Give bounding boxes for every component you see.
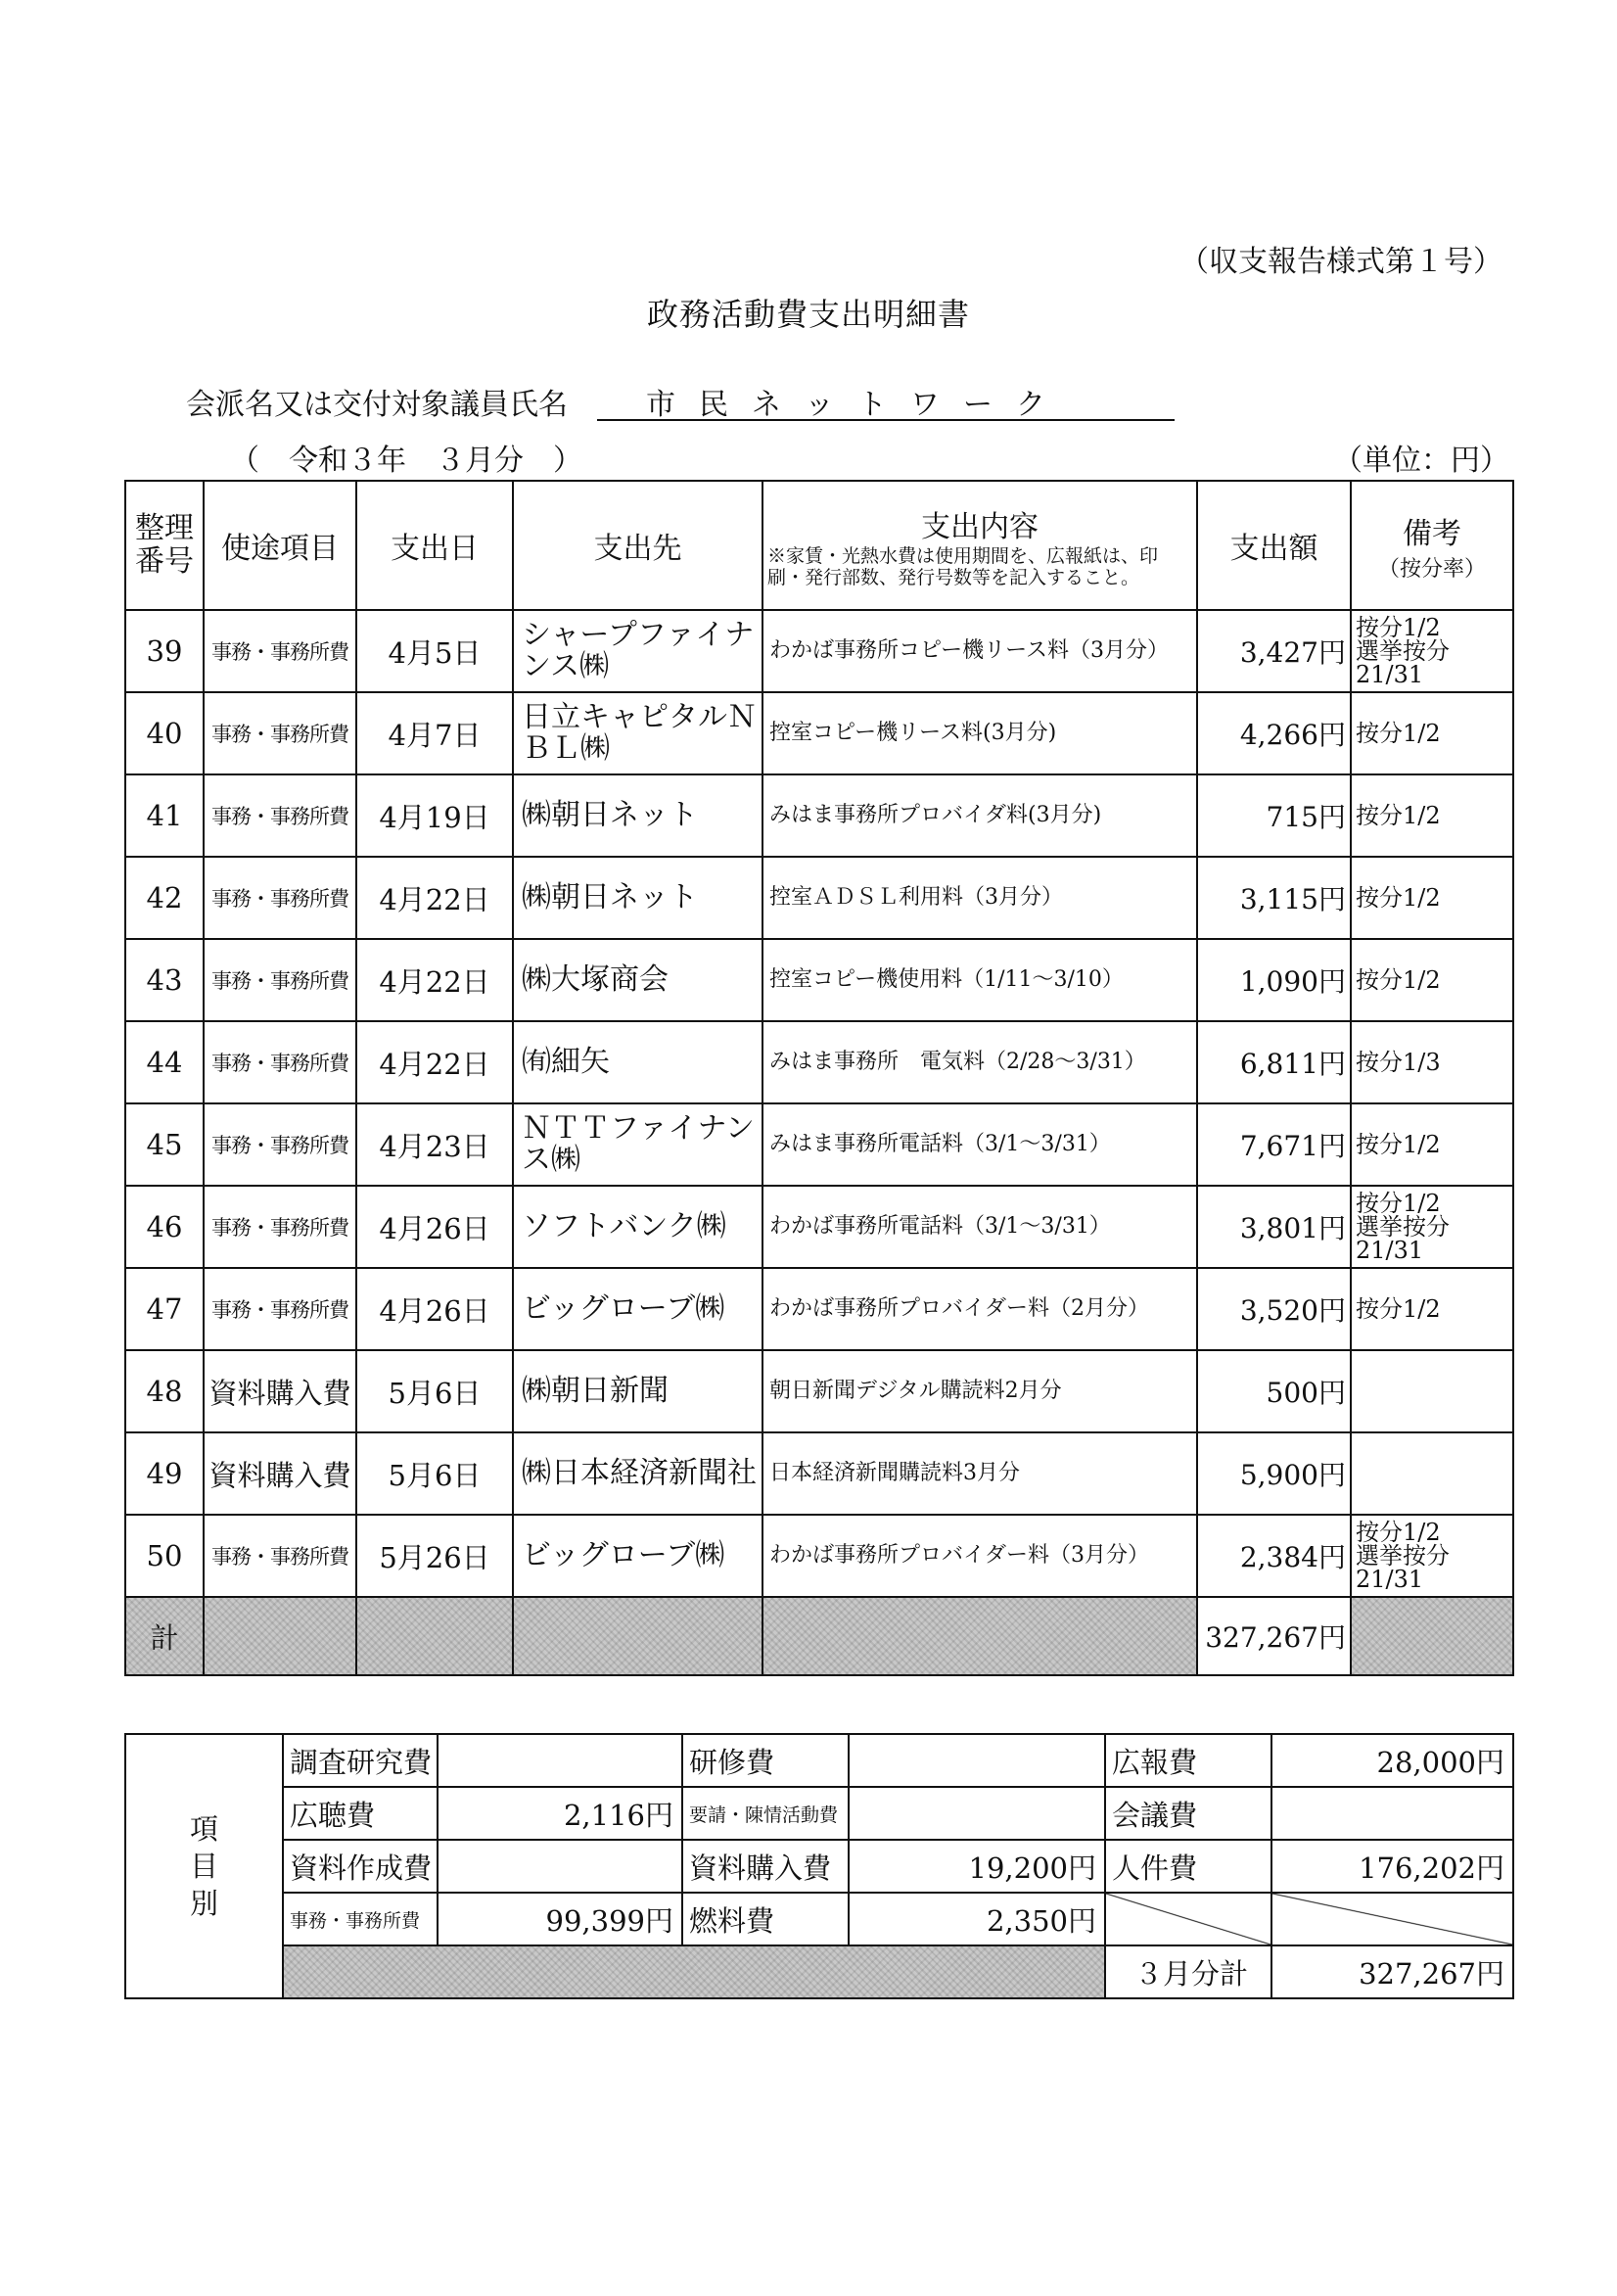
header-payee: 支出先: [513, 481, 762, 610]
row-payee: 日立キャピタルＮＢＬ㈱: [513, 692, 762, 774]
row-payee: ビッグローブ㈱: [513, 1268, 762, 1350]
expense-table: [124, 480, 1514, 1676]
summary-section-label: 項目別: [125, 1734, 283, 1998]
row-number: 45: [125, 1103, 204, 1186]
office-value: 99,399円: [438, 1893, 682, 1945]
hearing-value: 2,116円: [438, 1787, 682, 1840]
petition-label: 要請・陳情活動費: [682, 1787, 849, 1840]
header-date: 支出日: [356, 481, 513, 610]
row-date: 5月6日: [356, 1350, 513, 1432]
table-row: [125, 1432, 1513, 1515]
total-amount: 327,267円: [1197, 1597, 1351, 1675]
row-content: わかば事務所電話料（3/1～3/31）: [762, 1186, 1197, 1268]
row-number: 46: [125, 1186, 204, 1268]
row-remarks: 按分1/2 選挙按分 21/31: [1351, 1515, 1513, 1597]
header-remarks-title: 備考: [1403, 516, 1461, 551]
month-total-value: 327,267円: [1271, 1945, 1513, 1998]
row-remarks: 按分1/2: [1351, 692, 1513, 774]
table-row: [125, 1186, 1513, 1268]
row-payee: シャープファイナンス㈱: [513, 610, 762, 692]
personnel-label: 人件費: [1105, 1840, 1271, 1893]
row-number: 42: [125, 857, 204, 939]
row-date: 4月22日: [356, 857, 513, 939]
row-content: 日本経済新聞購読料3月分: [762, 1432, 1197, 1515]
row-amount: 6,811円: [1197, 1021, 1351, 1103]
petition-value: [849, 1787, 1105, 1840]
row-date: 5月26日: [356, 1515, 513, 1597]
row-date: 4月7日: [356, 692, 513, 774]
row-category: 事務・事務所費: [204, 939, 356, 1021]
row-date: 4月19日: [356, 774, 513, 857]
expense-rows: [125, 610, 1513, 1597]
row-payee: ソフトバンク㈱: [513, 1186, 762, 1268]
row-payee: ㈱日本経済新聞社: [513, 1432, 762, 1515]
total-row: [125, 1597, 1513, 1675]
row-amount: 3,427円: [1197, 610, 1351, 692]
total-blank-date: [356, 1597, 513, 1675]
row-amount: 7,671円: [1197, 1103, 1351, 1186]
row-amount: 1,090円: [1197, 939, 1351, 1021]
header-category: 使途項目: [204, 481, 356, 610]
header-content-title: 支出内容: [921, 510, 1039, 544]
row-content: みはま事務所プロバイダ料(3月分): [762, 774, 1197, 857]
total-blank-category: [204, 1597, 356, 1675]
pr-label: 広報費: [1105, 1734, 1271, 1787]
faction-row: [186, 380, 1069, 423]
table-row: [125, 1103, 1513, 1186]
row-category: 資料購入費: [204, 1432, 356, 1515]
row-remarks: 按分1/2: [1351, 1268, 1513, 1350]
row-date: 4月23日: [356, 1103, 513, 1186]
row-number: 44: [125, 1021, 204, 1103]
row-amount: 2,384円: [1197, 1515, 1351, 1597]
office-label: 事務・事務所費: [283, 1893, 438, 1945]
row-content: わかば事務所プロバイダー料（2月分）: [762, 1268, 1197, 1350]
faction-name: 市民ネットワーク: [597, 380, 1175, 421]
row-payee: ㈱朝日新聞: [513, 1350, 762, 1432]
row-payee: ㈱朝日ネット: [513, 774, 762, 857]
research-label: 調査研究費: [283, 1734, 438, 1787]
fuel-value: 2,350円: [849, 1893, 1105, 1945]
row-category: 事務・事務所費: [204, 1268, 356, 1350]
docpurchase-value: 19,200円: [849, 1840, 1105, 1893]
row-content: みはま事務所 電気料（2/28～3/31）: [762, 1021, 1197, 1103]
header-remarks: [1351, 481, 1513, 610]
form-number: （収支報告様式第１号）: [1179, 245, 1502, 279]
docpurchase-label: 資料購入費: [682, 1840, 849, 1893]
row-content: 控室コピー機使用料（1/11～3/10）: [762, 939, 1197, 1021]
row-payee: ㈱朝日ネット: [513, 857, 762, 939]
row-category: 事務・事務所費: [204, 692, 356, 774]
row-remarks: 按分1/2 選挙按分 21/31: [1351, 1186, 1513, 1268]
row-remarks: 按分1/2: [1351, 1103, 1513, 1186]
row-number: 40: [125, 692, 204, 774]
table-row: [125, 857, 1513, 939]
row-category: 事務・事務所費: [204, 857, 356, 939]
faction-label: 会派名又は交付対象議員氏名: [186, 388, 568, 422]
row-category: 事務・事務所費: [204, 774, 356, 857]
fuel-label: 燃料費: [682, 1893, 849, 1945]
header-remarks-sub: （按分率）: [1377, 556, 1486, 582]
header-content-note: ※家賃・光熱水費は使用期間を、広報紙は、印刷・発行部数、発行号数等を記入すること。: [767, 545, 1159, 588]
total-label: 計: [125, 1597, 204, 1675]
table-row: [125, 1021, 1513, 1103]
shaded-blank-area: [283, 1945, 1105, 1998]
row-payee: ＮＴＴファイナンス㈱: [513, 1103, 762, 1186]
row-payee: ㈱大塚商会: [513, 939, 762, 1021]
personnel-value: 176,202円: [1271, 1840, 1513, 1893]
table-row: [125, 1350, 1513, 1432]
row-amount: 4,266円: [1197, 692, 1351, 774]
row-remarks: 按分1/2 選挙按分 21/31: [1351, 610, 1513, 692]
row-content: みはま事務所電話料（3/1～3/31）: [762, 1103, 1197, 1186]
period: （ 令和３年 ３月分 ）: [230, 444, 582, 478]
row-amount: 3,115円: [1197, 857, 1351, 939]
row-number: 50: [125, 1515, 204, 1597]
crossed-out-cell: [1105, 1893, 1271, 1945]
header-amount: 支出額: [1197, 481, 1351, 610]
row-number: 47: [125, 1268, 204, 1350]
row-number: 41: [125, 774, 204, 857]
row-amount: 3,520円: [1197, 1268, 1351, 1350]
table-header-row: [125, 481, 1513, 610]
table-row: [125, 610, 1513, 692]
row-category: 資料購入費: [204, 1350, 356, 1432]
row-content: わかば事務所コピー機リース料（3月分）: [762, 610, 1197, 692]
row-content: 控室コピー機リース料(3月分): [762, 692, 1197, 774]
docmaking-value: [438, 1840, 682, 1893]
row-category: 事務・事務所費: [204, 1515, 356, 1597]
row-content: 朝日新聞デジタル購読料2月分: [762, 1350, 1197, 1432]
row-remarks: [1351, 1350, 1513, 1432]
header-no: 整理番号: [125, 481, 204, 610]
row-remarks: 按分1/2: [1351, 857, 1513, 939]
table-row: [125, 692, 1513, 774]
row-remarks: 按分1/2: [1351, 774, 1513, 857]
row-remarks: 按分1/2: [1351, 939, 1513, 1021]
row-content: 控室ＡＤＳＬ利用料（3月分）: [762, 857, 1197, 939]
month-total-label: ３月分計: [1105, 1945, 1271, 1998]
row-date: 4月22日: [356, 1021, 513, 1103]
hearing-label: 広聴費: [283, 1787, 438, 1840]
crossed-out-cell: [1271, 1893, 1513, 1945]
row-number: 49: [125, 1432, 204, 1515]
training-value: [849, 1734, 1105, 1787]
row-payee: ㈲細矢: [513, 1021, 762, 1103]
row-payee: ビッグローブ㈱: [513, 1515, 762, 1597]
row-amount: 500円: [1197, 1350, 1351, 1432]
row-category: 事務・事務所費: [204, 1186, 356, 1268]
meeting-value: [1271, 1787, 1513, 1840]
row-category: 事務・事務所費: [204, 1103, 356, 1186]
training-label: 研修費: [682, 1734, 849, 1787]
table-row: [125, 1268, 1513, 1350]
row-amount: 715円: [1197, 774, 1351, 857]
total-blank-payee: [513, 1597, 762, 1675]
row-category: 事務・事務所費: [204, 610, 356, 692]
row-remarks: 按分1/3: [1351, 1021, 1513, 1103]
row-number: 39: [125, 610, 204, 692]
row-amount: 3,801円: [1197, 1186, 1351, 1268]
table-row: [125, 774, 1513, 857]
row-number: 48: [125, 1350, 204, 1432]
meeting-label: 会議費: [1105, 1787, 1271, 1840]
document-title: 政務活動費支出明細書: [646, 296, 970, 333]
row-date: 4月26日: [356, 1268, 513, 1350]
row-remarks: [1351, 1432, 1513, 1515]
row-number: 43: [125, 939, 204, 1021]
row-date: 5月6日: [356, 1432, 513, 1515]
total-blank-remarks: [1351, 1597, 1513, 1675]
row-amount: 5,900円: [1197, 1432, 1351, 1515]
header-content: [762, 481, 1197, 610]
row-date: 4月26日: [356, 1186, 513, 1268]
research-value: [438, 1734, 682, 1787]
row-content: わかば事務所プロバイダー料（3月分）: [762, 1515, 1197, 1597]
total-blank-content: [762, 1597, 1197, 1675]
unit-label: （単位：円）: [1333, 444, 1509, 478]
row-category: 事務・事務所費: [204, 1021, 356, 1103]
category-summary-table: [124, 1733, 1514, 1999]
table-row: [125, 1515, 1513, 1597]
table-row: [125, 939, 1513, 1021]
row-date: 4月22日: [356, 939, 513, 1021]
row-date: 4月5日: [356, 610, 513, 692]
pr-value: 28,000円: [1271, 1734, 1513, 1787]
docmaking-label: 資料作成費: [283, 1840, 438, 1893]
